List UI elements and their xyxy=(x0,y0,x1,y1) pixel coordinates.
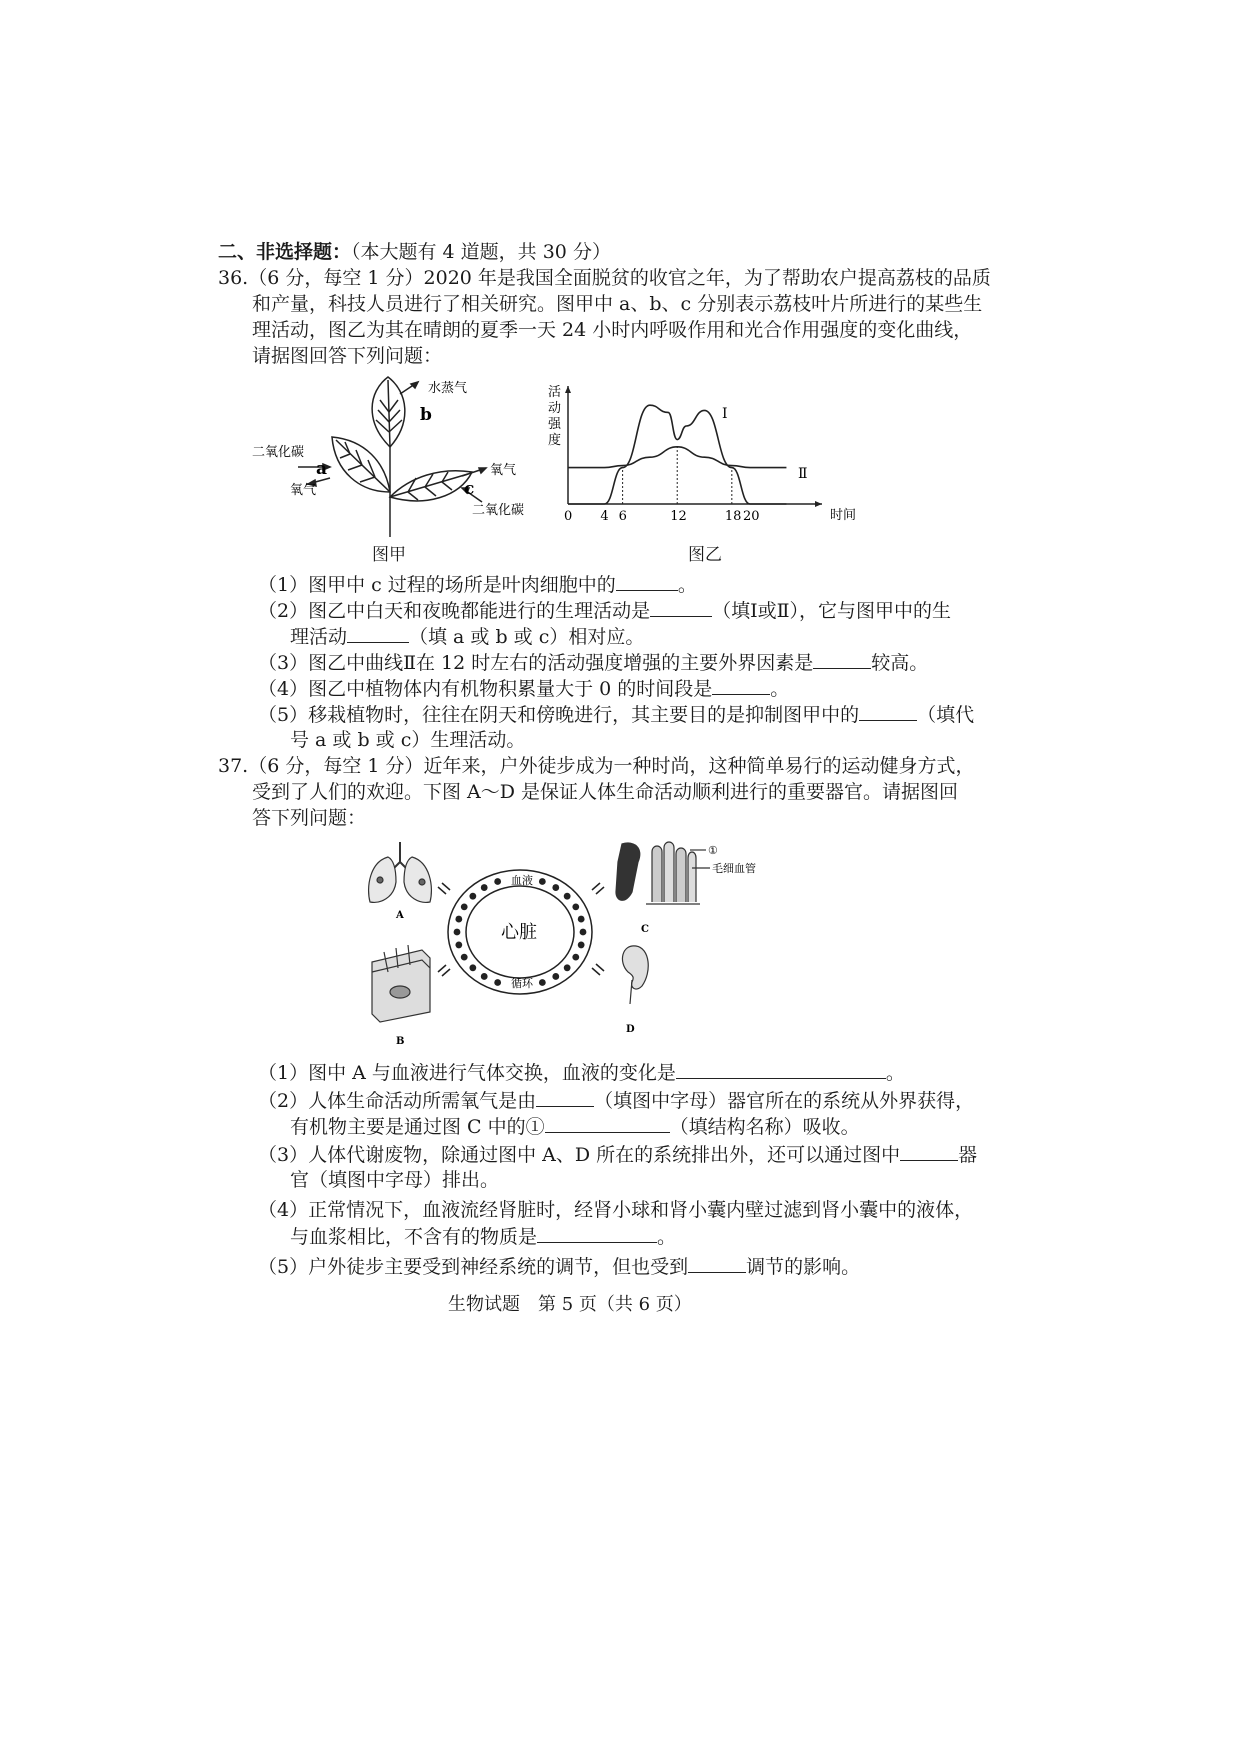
blood-dot xyxy=(461,954,468,961)
activity-chart xyxy=(540,378,870,538)
blood-dot xyxy=(572,904,579,911)
series-2-line xyxy=(568,447,786,468)
curve-2-label: Ⅱ xyxy=(798,466,808,482)
skin-icon xyxy=(372,945,430,1022)
blood-dot xyxy=(578,916,585,923)
blood-dot xyxy=(469,893,476,900)
q37-blank-5[interactable] xyxy=(537,1224,657,1243)
q37-line-0 xyxy=(218,754,975,778)
q37-blank-3[interactable] xyxy=(545,1114,670,1133)
blood-dot xyxy=(564,893,571,900)
q36-sub-4 xyxy=(258,676,789,701)
q37-sub-5 xyxy=(258,1254,860,1279)
page-footer: 生物试题 第 5 页（共 6 页） xyxy=(448,1294,692,1315)
q37-blank-6[interactable] xyxy=(688,1254,746,1273)
q36-sub-1-end: 。 xyxy=(677,574,697,596)
blood-dot xyxy=(481,973,488,980)
ylabel-char-2: 强 xyxy=(548,417,562,432)
q37-sub-5-end: 调节的影响。 xyxy=(746,1256,861,1278)
q37-blank-4[interactable] xyxy=(900,1142,958,1161)
q36-sub-1 xyxy=(258,572,697,597)
q37-sub-3-cont: 官（填图中字母）排出。 xyxy=(290,1169,500,1191)
blood-label: 血液 xyxy=(511,874,533,887)
q36-line-3: 请据图回答下列问题： xyxy=(252,345,443,367)
fig-jia-caption: 图甲 xyxy=(372,545,406,565)
blood-dot xyxy=(469,964,476,971)
villi-icon xyxy=(616,842,710,904)
q37-sub-2c-text: 有机物主要是通过图 C 中的① xyxy=(290,1116,545,1138)
blood-dot xyxy=(455,916,462,923)
q36-blank-1[interactable] xyxy=(616,572,678,591)
fig-yi-caption: 图乙 xyxy=(688,545,722,565)
blood-dot xyxy=(494,979,501,986)
x-tick-12: 12 xyxy=(670,509,687,524)
q37-sub-1 xyxy=(258,1060,905,1085)
q37-sub-3-text: （3）人体代谢废物，除通过图中 A、D 所在的系统排出外，还可以通过图中 xyxy=(258,1144,901,1166)
label-a: a xyxy=(316,459,328,479)
q37-sub-2 xyxy=(258,1088,974,1113)
q37-blank-2[interactable] xyxy=(536,1088,594,1107)
q37-blank-1[interactable] xyxy=(676,1060,886,1079)
q37-sub-2-cont xyxy=(290,1114,860,1139)
blood-dot xyxy=(454,929,461,936)
label-co2-left: 二氧化碳 xyxy=(252,445,305,460)
q37-line-2: 答下列问题： xyxy=(252,807,367,829)
q37-sub-4c-text: 与血浆相比，不含有的物质是 xyxy=(290,1226,538,1248)
blood-dot xyxy=(552,884,559,891)
q36-sub-3-end: 较高。 xyxy=(871,652,929,674)
q37-sub-4-cont xyxy=(290,1224,676,1249)
q36-line-1: 和产量，科技人员进行了相关研究。图甲中 a、b、c 分别表示荔枝叶片所进行的某些生 xyxy=(252,293,983,315)
blood-dot xyxy=(552,973,559,980)
section-note: （本大题有 4 道题，共 30 分） xyxy=(351,241,611,263)
q37-line-1: 受到了人们的欢迎。下图 A～D 是保证人体生命活动顺利进行的重要器官。请据图回 xyxy=(252,781,959,803)
ylabel-char-1: 动 xyxy=(548,401,562,416)
y-axis-arrow xyxy=(565,386,571,393)
blood-dot xyxy=(461,904,468,911)
q36-sub-5-cont: 号 a 或 b 或 c）生理活动。 xyxy=(290,729,526,751)
q37-sub-5-text: （5）户外徒步主要受到神经系统的调节，但也受到 xyxy=(258,1256,689,1278)
q37-sub-3-end: 器 xyxy=(958,1144,978,1166)
label-water-vapor: 水蒸气 xyxy=(428,381,468,396)
q36-blank-2[interactable] xyxy=(650,598,712,617)
blood-dot xyxy=(455,942,462,949)
ylabel-char-3: 度 xyxy=(548,433,562,448)
q36-sub-4-text: （4）图乙中植物体内有机物积累量大于 0 的时间段是 xyxy=(258,678,713,700)
leaf-diagram xyxy=(250,372,540,537)
q36-blank-6[interactable] xyxy=(859,702,917,721)
q36-sub-5 xyxy=(258,702,974,727)
q36-sub-2c-end: （填 a 或 b 或 c）相对应。 xyxy=(409,626,645,648)
q36-sub-3 xyxy=(258,650,928,675)
q36-sub-3-text: （3）图乙中曲线Ⅱ在 12 时左右的活动强度增强的主要外界因素是 xyxy=(258,652,814,674)
organ-A-label: A xyxy=(396,910,404,921)
x-tick-4: 4 xyxy=(600,509,609,524)
q37-sub-2-end: （填图中字母）器官所在的系统从外界获得， xyxy=(594,1090,975,1112)
q37-sub-4c-end: 。 xyxy=(657,1226,677,1248)
chart-xlabel: 时间 xyxy=(830,508,857,523)
label-co2-right: 二氧化碳 xyxy=(472,503,525,518)
label-c: c xyxy=(464,479,475,499)
chart-ylabel xyxy=(548,385,562,448)
q36-blank-3[interactable] xyxy=(347,624,409,643)
capillary-label: 毛细血管 xyxy=(712,862,756,875)
q36-sub-5-text: （5）移栽植物时，往往在阴天和傍晚进行，其主要目的是抑制图甲中的 xyxy=(258,704,860,726)
q36-number: 36. xyxy=(218,267,249,289)
label-o2-right: 氧气 xyxy=(490,463,517,478)
q37-sub-4: （4）正常情况下，血液流经肾脏时，经肾小球和肾小囊内壁过滤到肾小囊中的液体， xyxy=(258,1199,974,1221)
q36-sub-2-end: （填Ⅰ或Ⅱ），它与图甲中的生 xyxy=(712,600,952,622)
q37-sub-1-text: （1）图中 A 与血液进行气体交换，血液的变化是 xyxy=(258,1062,676,1084)
q36-sub-5-end: （填代 xyxy=(917,704,975,726)
label-b: b xyxy=(420,405,432,425)
blood-dot xyxy=(564,964,571,971)
q36-blank-5[interactable] xyxy=(712,676,770,695)
x-axis-arrow xyxy=(815,501,822,507)
section-title: 二、非选择题： xyxy=(218,241,352,263)
q37-number: 37. xyxy=(218,755,249,777)
ylabel-char-0: 活 xyxy=(548,385,562,400)
q36-sub-1-text: （1）图甲中 c 过程的场所是叶肉细胞中的 xyxy=(258,574,616,596)
q36-text-0: （6 分，每空 1 分）2020 年是我国全面脱贫的收官之年，为了帮助农户提高荔枝的品质 xyxy=(248,267,991,289)
organ-B-label: B xyxy=(396,1036,405,1047)
circulation-diagram xyxy=(360,832,800,1047)
circulation-label: 循环 xyxy=(511,977,533,990)
x-tick-0: 0 xyxy=(564,509,573,524)
blood-dot xyxy=(578,942,585,949)
structure-1-label: ① xyxy=(708,844,718,857)
q36-sub-2 xyxy=(258,598,951,623)
x-tick-18: 18 xyxy=(724,509,742,524)
blood-dot xyxy=(539,979,546,986)
q36-sub-2-text: （2）图乙中白天和夜晚都能进行的生理活动是 xyxy=(258,600,651,622)
q37-sub-1-end: 。 xyxy=(885,1062,905,1084)
q36-line-2: 理活动，图乙为其在晴朗的夏季一天 24 小时内呼吸作用和光合作用强度的变化曲线， xyxy=(252,319,973,341)
section-header xyxy=(218,240,611,264)
q37-sub-3 xyxy=(258,1142,977,1167)
q36-line-0 xyxy=(218,266,991,290)
blood-dot xyxy=(572,954,579,961)
organ-C-label: C xyxy=(641,924,649,935)
x-tick-20: 20 xyxy=(743,509,760,524)
q36-sub-4-end: 。 xyxy=(770,678,790,700)
q36-sub-2-cont xyxy=(290,624,644,649)
blood-dot xyxy=(481,884,488,891)
curve-1-label: Ⅰ xyxy=(722,406,728,422)
q37-text-0: （6 分，每空 1 分）近年来，户外徒步成为一种时尚，这种简单易行的运动健身方式， xyxy=(248,755,975,777)
lungs-icon xyxy=(369,842,432,902)
blood-dot xyxy=(494,878,501,885)
blood-dot xyxy=(580,929,587,936)
kidney-icon xyxy=(622,946,648,1004)
q37-sub-2c-end: （填结构名称）吸收。 xyxy=(669,1116,860,1138)
organ-D-label: D xyxy=(626,1024,635,1035)
x-tick-6: 6 xyxy=(618,509,627,524)
q37-sub-2-text: （2）人体生命活动所需氧气是由 xyxy=(258,1090,537,1112)
q36-blank-4[interactable] xyxy=(813,650,871,669)
heart-label: 心脏 xyxy=(501,922,537,943)
q36-sub-2c-text: 理活动 xyxy=(290,626,348,648)
blood-dot xyxy=(539,878,546,885)
label-o2-left: 氧气 xyxy=(290,483,317,498)
